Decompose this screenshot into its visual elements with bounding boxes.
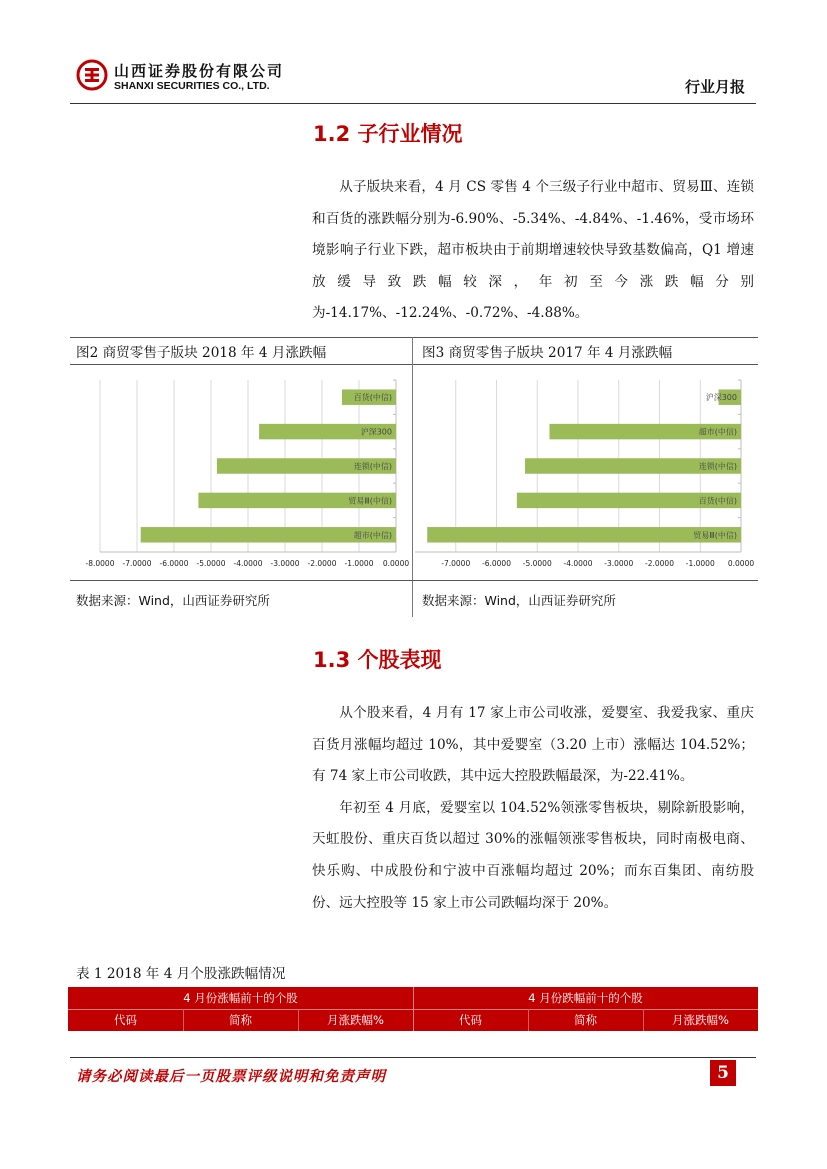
category-label: 连锁(中信) bbox=[353, 462, 392, 471]
category-label: 超市(中信) bbox=[698, 427, 737, 437]
tick-label: -1.0000 bbox=[344, 559, 374, 568]
footer-divider bbox=[70, 1057, 756, 1058]
tick-label: -3.0000 bbox=[270, 559, 300, 568]
section-title-1-2: 1.2 子行业情况 bbox=[313, 122, 463, 146]
logo-icon bbox=[76, 59, 108, 91]
tick-label: -8.0000 bbox=[85, 559, 115, 568]
column-divider bbox=[643, 1009, 644, 1031]
category-label: 超市(中信) bbox=[353, 530, 392, 540]
column-header-change: 月涨跌幅% bbox=[672, 1013, 729, 1027]
figure-top-rule bbox=[70, 337, 758, 338]
tick-label: -4.0000 bbox=[563, 559, 593, 568]
paragraph: 年初至 4 月底，爱婴室以 104.52%领涨零售板块，剔除新股影响，天虹股份、重庆百货以超过 30%的涨幅领涨零售板块，同时南极电商、快乐购、中成股份和宁波中百涨幅均超过 20%；而东百集团、南纺股份、远大控股等 15 家上市公司跌幅均深于 20%。 bbox=[312, 799, 754, 911]
tick-label: -7.0000 bbox=[441, 559, 471, 568]
category-label: 百货(中信) bbox=[698, 496, 737, 506]
table-group-header-losers: 4 月份跌幅前十的个股 bbox=[528, 991, 643, 1005]
doc-type-label: 行业月报 bbox=[684, 78, 745, 96]
chart-2017-april bbox=[414, 366, 758, 578]
category-label: 贸易Ⅲ(中信) bbox=[348, 496, 392, 506]
caption-rule bbox=[70, 364, 758, 365]
header-divider bbox=[70, 103, 756, 104]
company-name-cn: 山西证券股份有限公司 bbox=[114, 62, 285, 80]
company-name-en: SHANXI SECURITIES CO., LTD. bbox=[114, 80, 270, 92]
chart-2018-april bbox=[70, 366, 412, 578]
tick-label: -2.0000 bbox=[645, 559, 674, 568]
tick-label: -2.0000 bbox=[307, 559, 337, 568]
tick-label: -1.0000 bbox=[685, 559, 715, 568]
company-logo bbox=[76, 59, 108, 91]
column-divider bbox=[183, 1009, 184, 1031]
page-number: 5 bbox=[710, 1060, 736, 1086]
table-1-header bbox=[68, 987, 758, 1031]
section-1-2-body bbox=[312, 172, 754, 330]
tick-label: -4.0000 bbox=[233, 559, 263, 568]
figure-3-caption: 图3 商贸零售子版块 2017 年 4 月涨跌幅 bbox=[422, 345, 673, 361]
figure-2-caption: 图2 商贸零售子版块 2018 年 4 月涨跌幅 bbox=[76, 345, 327, 361]
category-label: 百货(中信) bbox=[353, 393, 392, 403]
table-group-header-gainers: 4 月份涨幅前十的个股 bbox=[183, 991, 298, 1005]
column-header-name: 简称 bbox=[574, 1013, 597, 1027]
tick-label: -5.0000 bbox=[196, 559, 226, 568]
tick-label: -7.0000 bbox=[122, 559, 152, 568]
source-rule-top bbox=[70, 580, 758, 581]
section-1-3-body bbox=[312, 698, 754, 919]
column-header-code: 代码 bbox=[459, 1013, 482, 1027]
figure-3-source: 数据来源：Wind，山西证券研究所 bbox=[422, 593, 616, 608]
tick-label: -6.0000 bbox=[482, 559, 511, 568]
column-divider bbox=[528, 1009, 529, 1031]
figure-divider bbox=[412, 337, 413, 617]
tick-label: -3.0000 bbox=[604, 559, 634, 568]
figure-2-source: 数据来源：Wind，山西证券研究所 bbox=[76, 593, 270, 608]
category-label: 贸易Ⅲ(中信) bbox=[693, 530, 737, 540]
column-header-code: 代码 bbox=[114, 1013, 137, 1027]
tick-label: 0.0000 bbox=[382, 559, 410, 568]
disclaimer-note: 请务必阅读最后一页股票评级说明和免责声明 bbox=[76, 1068, 386, 1085]
category-label: 沪深300 bbox=[360, 427, 392, 437]
column-divider bbox=[298, 1009, 299, 1031]
column-header-name: 简称 bbox=[229, 1013, 252, 1027]
tick-label: 0.0000 bbox=[727, 559, 755, 568]
tick-label: -6.0000 bbox=[159, 559, 189, 568]
paragraph: 从个股来看，4 月有 17 家上市公司收涨，爱婴室、我爱我家、重庆百货月涨幅均超过 10%，其中爱婴室（3.20 上市）涨幅达 104.52%；有 74 家上市公司收跌，其中远大控股跌幅最深，为-22.41%。 bbox=[312, 705, 754, 785]
category-label: 沪深300 bbox=[705, 393, 737, 403]
category-label: 连锁(中信) bbox=[698, 462, 737, 471]
paragraph: 从子版块来看，4 月 CS 零售 4 个三级子行业中超市、贸易Ⅲ、连锁和百货的涨跌幅分别为-6.90%、-5.34%、-4.84%、-1.46%，受市场环境影响子行业下跌，超市板块由于前期增速较快导致基数偏高，Q1 增速放缓导致跌幅较深，年初至今涨跌幅分别为-14.17%、-12.24%、-0.72%、-4.88%。 bbox=[312, 179, 754, 322]
column-header-change: 月涨跌幅% bbox=[327, 1013, 384, 1027]
section-title-1-3: 1.3 个股表现 bbox=[313, 648, 442, 672]
tick-label: -5.0000 bbox=[522, 559, 552, 568]
table-1-caption: 表 1 2018 年 4 月个股涨跌幅情况 bbox=[76, 966, 286, 982]
